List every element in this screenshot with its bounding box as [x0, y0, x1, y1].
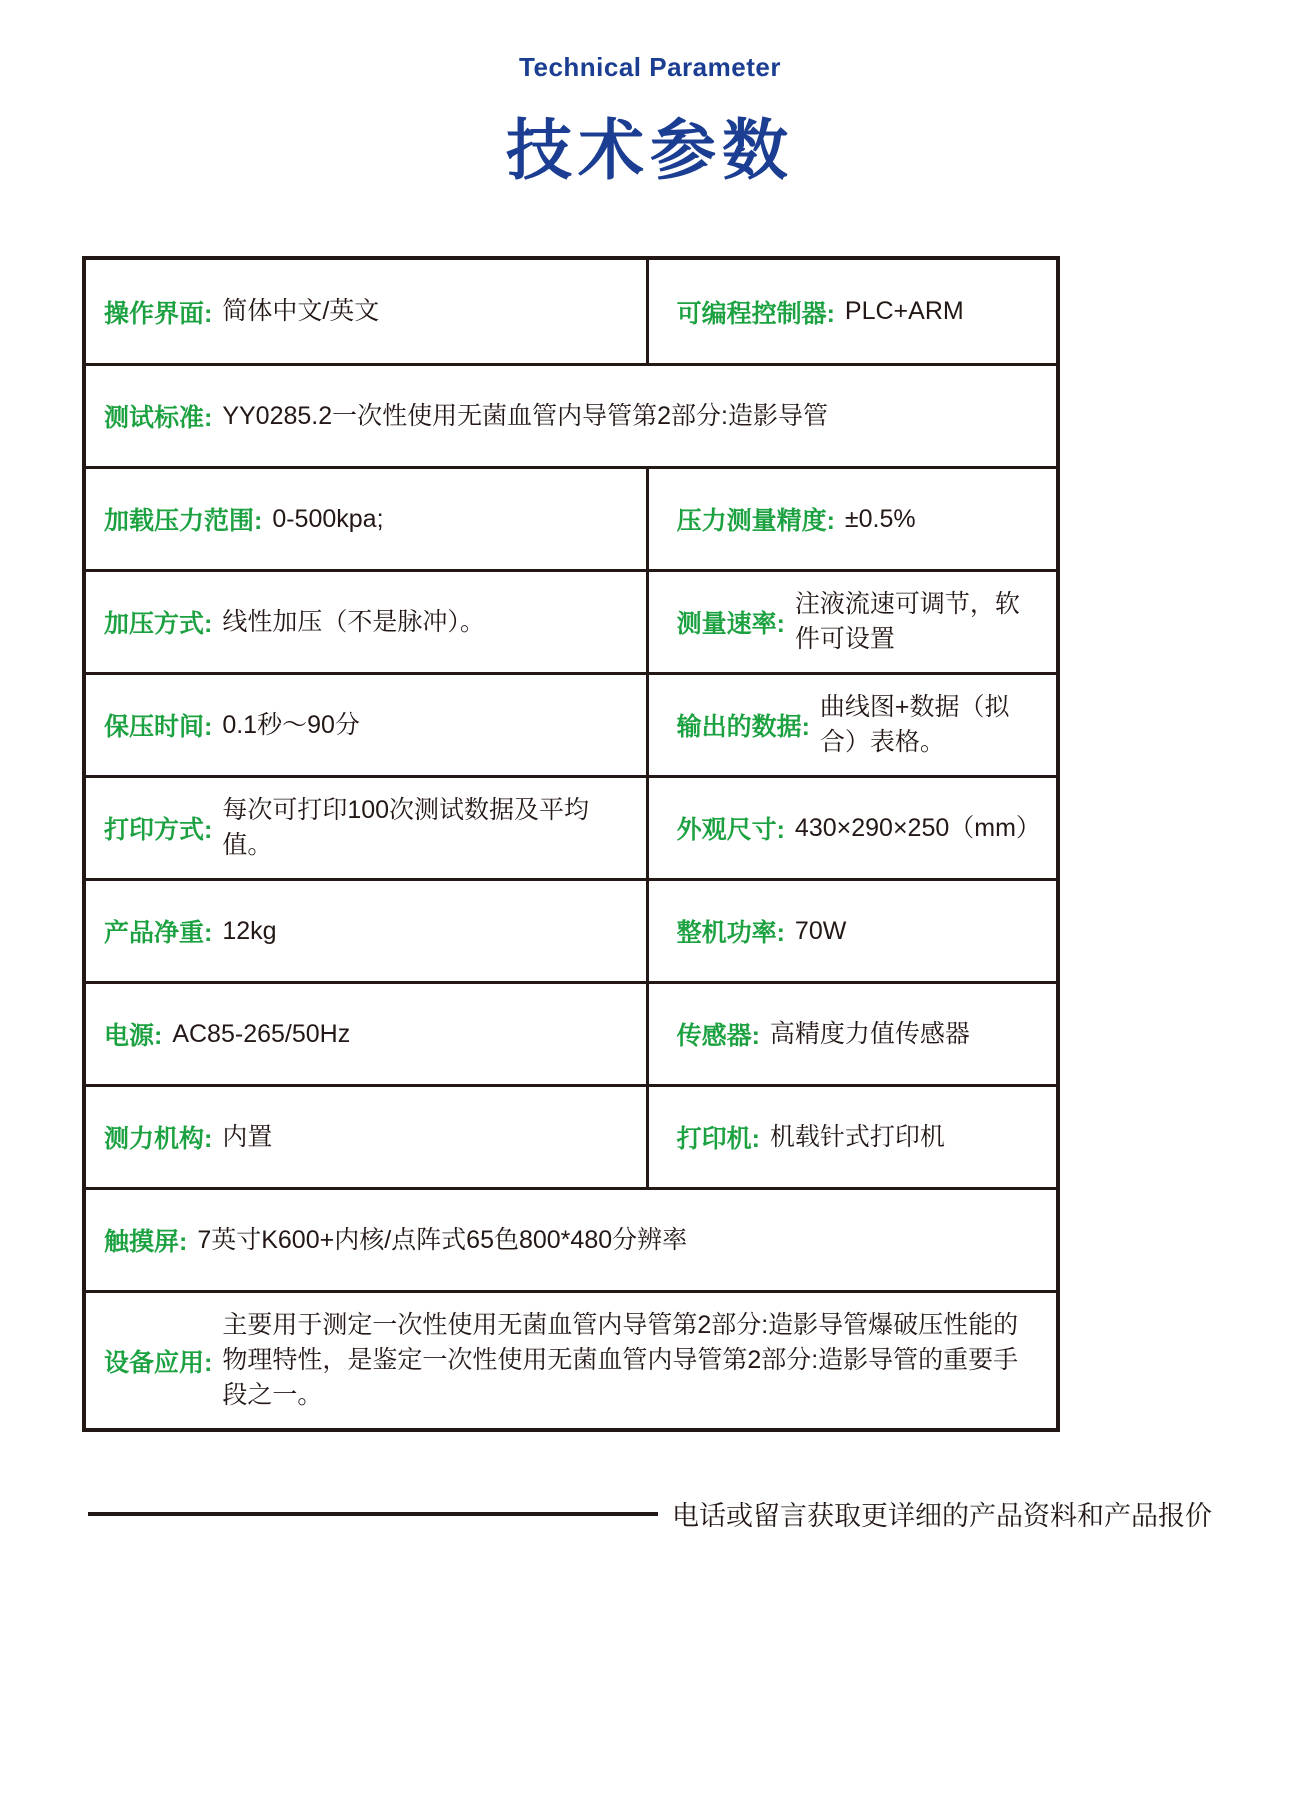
table-row-pressure-range-accuracy — [86, 466, 1056, 569]
spec-cell-power-supply — [86, 984, 649, 1084]
spec-label: 测力机构: — [104, 1125, 213, 1153]
spec-cell-print-mode — [86, 778, 649, 878]
footer-divider-line — [88, 1512, 658, 1516]
spec-cell-measure-accuracy — [649, 469, 1056, 569]
spec-cell-measure-rate — [649, 572, 1056, 672]
spec-cell-output-data — [649, 675, 1056, 775]
spec-value: YY0285.2一次性使用无菌血管内导管第2部分:造影导管 — [222, 401, 828, 430]
page-title: 技术参数 — [506, 113, 794, 187]
spec-cell-net-weight — [86, 881, 649, 981]
spec-value: 430×290×250（mm） — [794, 813, 1041, 842]
spec-label: 产品净重: — [104, 919, 213, 947]
spec-value: 线性加压（不是脉冲）。 — [222, 607, 485, 636]
spec-label: 可编程控制器: — [676, 299, 835, 328]
spec-value: 7英寸K600+内核/点阵式65色800*480分辨率 — [197, 1225, 688, 1254]
spec-value: 主要用于测定一次性使用无菌血管内导管第2部分:造影导管爆破压性能的物理特性，是鉴定一次性使用无菌血管内导管第2部分:造影导管的重要手段之一。 — [222, 1311, 1019, 1409]
spec-label: 打印机: — [676, 1125, 760, 1153]
spec-label: 打印方式: — [104, 816, 213, 844]
spec-cell-printer — [649, 1087, 1056, 1187]
spec-table — [82, 256, 1060, 1432]
spec-cell-force-mechanism — [86, 1087, 649, 1187]
spec-cell-pressure-range — [86, 469, 649, 569]
table-row-application — [86, 1290, 1056, 1428]
spec-cell-interface — [86, 260, 649, 363]
spec-label: 电源: — [104, 1022, 163, 1050]
spec-value: 曲线图+数据（拟合）表格。 — [819, 693, 1010, 756]
table-row-supply-sensor — [86, 981, 1056, 1084]
table-row-pressurize-rate — [86, 569, 1056, 672]
table-row-holdtime-output — [86, 672, 1056, 775]
spec-cell-touchscreen — [86, 1190, 1056, 1290]
spec-value: ±0.5% — [844, 504, 916, 533]
footer — [88, 1494, 1228, 1533]
table-row-interface-controller — [86, 260, 1056, 363]
spec-cell-sensor — [649, 984, 1056, 1084]
spec-value: 0-500kpa; — [272, 504, 384, 533]
spec-value: 简体中文/英文 — [222, 297, 380, 325]
table-row-weight-power — [86, 878, 1056, 981]
spec-value: 0.1秒～90分 — [222, 710, 360, 739]
spec-label: 传感器: — [676, 1022, 760, 1050]
spec-label: 操作界面: — [104, 299, 213, 328]
spec-value: 12kg — [222, 916, 277, 945]
spec-cell-controller — [649, 260, 1056, 363]
spec-label: 外观尺寸: — [676, 816, 785, 844]
spec-cell-hold-time — [86, 675, 649, 775]
spec-cell-pressurize-mode — [86, 572, 649, 672]
spec-value: 机载针式打印机 — [769, 1122, 945, 1151]
spec-cell-total-power — [649, 881, 1056, 981]
spec-cell-test-standard — [86, 366, 1056, 466]
spec-label: 输出的数据: — [676, 713, 810, 741]
table-row-print-size — [86, 775, 1056, 878]
spec-cell-dimensions — [649, 778, 1056, 878]
spec-label: 触摸屏: — [104, 1228, 188, 1256]
table-row-touchscreen — [86, 1187, 1056, 1290]
footer-contact-note: 电话或留言获取更详细的产品资料和产品报价 — [672, 1501, 1212, 1531]
spec-label: 加载压力范围: — [104, 507, 263, 535]
spec-value: PLC+ARM — [844, 297, 964, 325]
spec-label: 压力测量精度: — [676, 507, 835, 535]
spec-value: 70W — [794, 916, 847, 945]
page-header — [0, 0, 1300, 192]
spec-value: 每次可打印100次测试数据及平均值。 — [222, 796, 590, 859]
table-row-test-standard — [86, 363, 1056, 466]
spec-value: AC85-265/50Hz — [172, 1019, 351, 1048]
spec-value: 内置 — [222, 1122, 273, 1151]
subtitle-english: Technical Parameter — [519, 52, 781, 82]
table-row-mechanism-printer — [86, 1084, 1056, 1187]
spec-label: 测量速率: — [676, 610, 785, 638]
spec-label: 保压时间: — [104, 713, 213, 741]
spec-cell-application — [86, 1293, 1056, 1428]
spec-label: 整机功率: — [676, 919, 785, 947]
spec-label: 测试标准: — [104, 404, 213, 432]
spec-label: 设备应用: — [104, 1348, 213, 1377]
spec-value: 注液流速可调节，软件可设置 — [794, 590, 1020, 653]
spec-label: 加压方式: — [104, 610, 213, 638]
spec-value: 高精度力值传感器 — [769, 1019, 970, 1048]
